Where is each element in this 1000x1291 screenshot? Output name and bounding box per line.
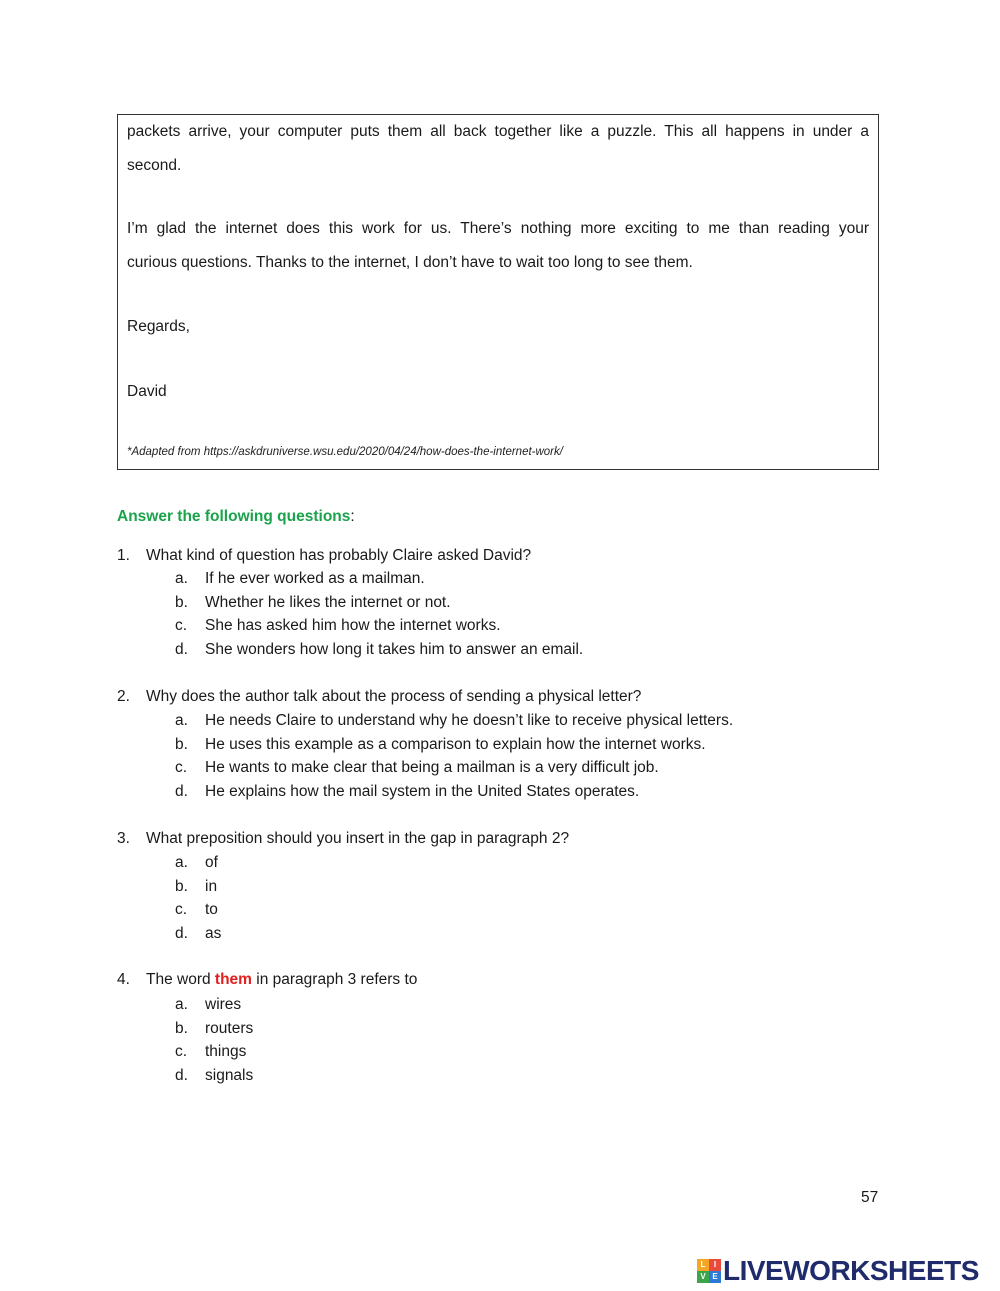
letter-signature: David [127,383,167,400]
logo-letter: V [697,1271,709,1283]
question-2 [117,685,641,709]
option-b[interactable] [175,591,583,615]
option-text: routers [205,1019,254,1037]
question-number: 2. [117,688,130,705]
option-b[interactable] [175,733,733,757]
option-letter: c. [175,617,188,635]
page-number: 57 [861,1189,879,1206]
option-letter: b. [175,1019,188,1037]
question-number: 3. [117,830,130,847]
question-4-options [175,993,253,1088]
letter-paragraph [127,115,869,183]
option-text: to [205,901,218,919]
logo-letter: L [697,1259,709,1271]
heading-colon: : [350,508,355,525]
option-text: wires [205,996,242,1013]
option-letter: b. [175,735,188,753]
option-text: Whether he likes the internet or not. [205,593,451,611]
liveworksheets-logo [697,1256,979,1286]
option-letter: c. [175,759,188,777]
question-text: The word [146,971,215,988]
question-1 [117,544,531,568]
highlighted-word: them [214,971,252,988]
letter-line: packets arrive, your computer puts them all back together like a puzzle. This all happens in under a [127,123,869,140]
option-letter: a. [175,854,188,871]
option-text: She has asked him how the internet works. [205,617,501,635]
option-text: He wants to make clear that being a mailman is a very difficult job. [205,759,659,777]
option-c[interactable] [175,756,733,780]
option-letter: d. [175,783,188,801]
question-3 [117,827,569,851]
option-d[interactable] [175,922,221,946]
logo-letter: I [709,1259,721,1271]
option-letter: c. [175,901,188,919]
question-2-options [175,709,733,804]
option-letter: d. [175,925,188,943]
option-c[interactable] [175,898,221,922]
option-a[interactable] [175,709,733,733]
option-letter: d. [175,641,188,659]
question-text: What kind of question has probably Claire asked David? [146,547,532,564]
option-letter: d. [175,1067,188,1085]
option-a[interactable] [175,993,253,1017]
source-citation: *Adapted from https://askdruniverse.wsu.edu/2020/04/24/how-does-the-internet-work/ [127,446,563,458]
option-text: If he ever worked as a mailman. [205,570,425,587]
question-text: What preposition should you insert in the gap in paragraph 2? [146,830,570,847]
letter-line: second. [127,157,182,174]
option-text: as [205,925,222,943]
heading-text: Answer the following questions [117,508,351,525]
brand-text: LIVEWORKSHEETS [723,1255,979,1286]
option-c[interactable] [175,614,583,638]
option-c[interactable] [175,1040,253,1064]
option-text: He needs Claire to understand why he doesn’t like to receive physical letters. [205,712,734,729]
option-letter: a. [175,570,188,587]
liveworksheets-logo-icon [697,1259,721,1283]
question-number: 4. [117,971,130,988]
option-b[interactable] [175,875,221,899]
option-text: in [205,877,218,895]
option-letter: a. [175,712,188,729]
option-letter: b. [175,877,188,895]
option-d[interactable] [175,780,733,804]
option-text: things [205,1043,247,1061]
option-text: He explains how the mail system in the United States operates. [205,783,640,801]
option-letter: a. [175,996,188,1013]
question-text: Why does the author talk about the process of sending a physical letter? [146,688,642,705]
option-text: signals [205,1067,254,1085]
letter-closing: Regards, [127,318,190,335]
option-text: of [205,854,218,871]
option-a[interactable] [175,851,221,875]
option-b[interactable] [175,1017,253,1041]
option-a[interactable] [175,567,583,591]
option-text: He uses this example as a comparison to explain how the internet works. [205,735,706,753]
letter-text-box [117,114,879,470]
option-letter: c. [175,1043,188,1061]
question-number: 1. [117,547,130,564]
question-text: in paragraph 3 refers to [251,971,418,988]
question-4 [117,968,417,992]
option-d[interactable] [175,638,583,662]
option-text: She wonders how long it takes him to answer an email. [205,641,584,659]
questions-heading [117,508,355,526]
option-letter: b. [175,593,188,611]
question-3-options [175,851,221,946]
letter-paragraph [127,212,869,280]
letter-line: I’m glad the internet does this work for us. There’s nothing more exciting to me than reading your [127,220,869,237]
question-1-options [175,567,583,662]
logo-letter: E [709,1271,721,1283]
letter-line: curious questions. Thanks to the internet, I don’t have to wait too long to see them. [127,254,693,271]
option-d[interactable] [175,1064,253,1088]
